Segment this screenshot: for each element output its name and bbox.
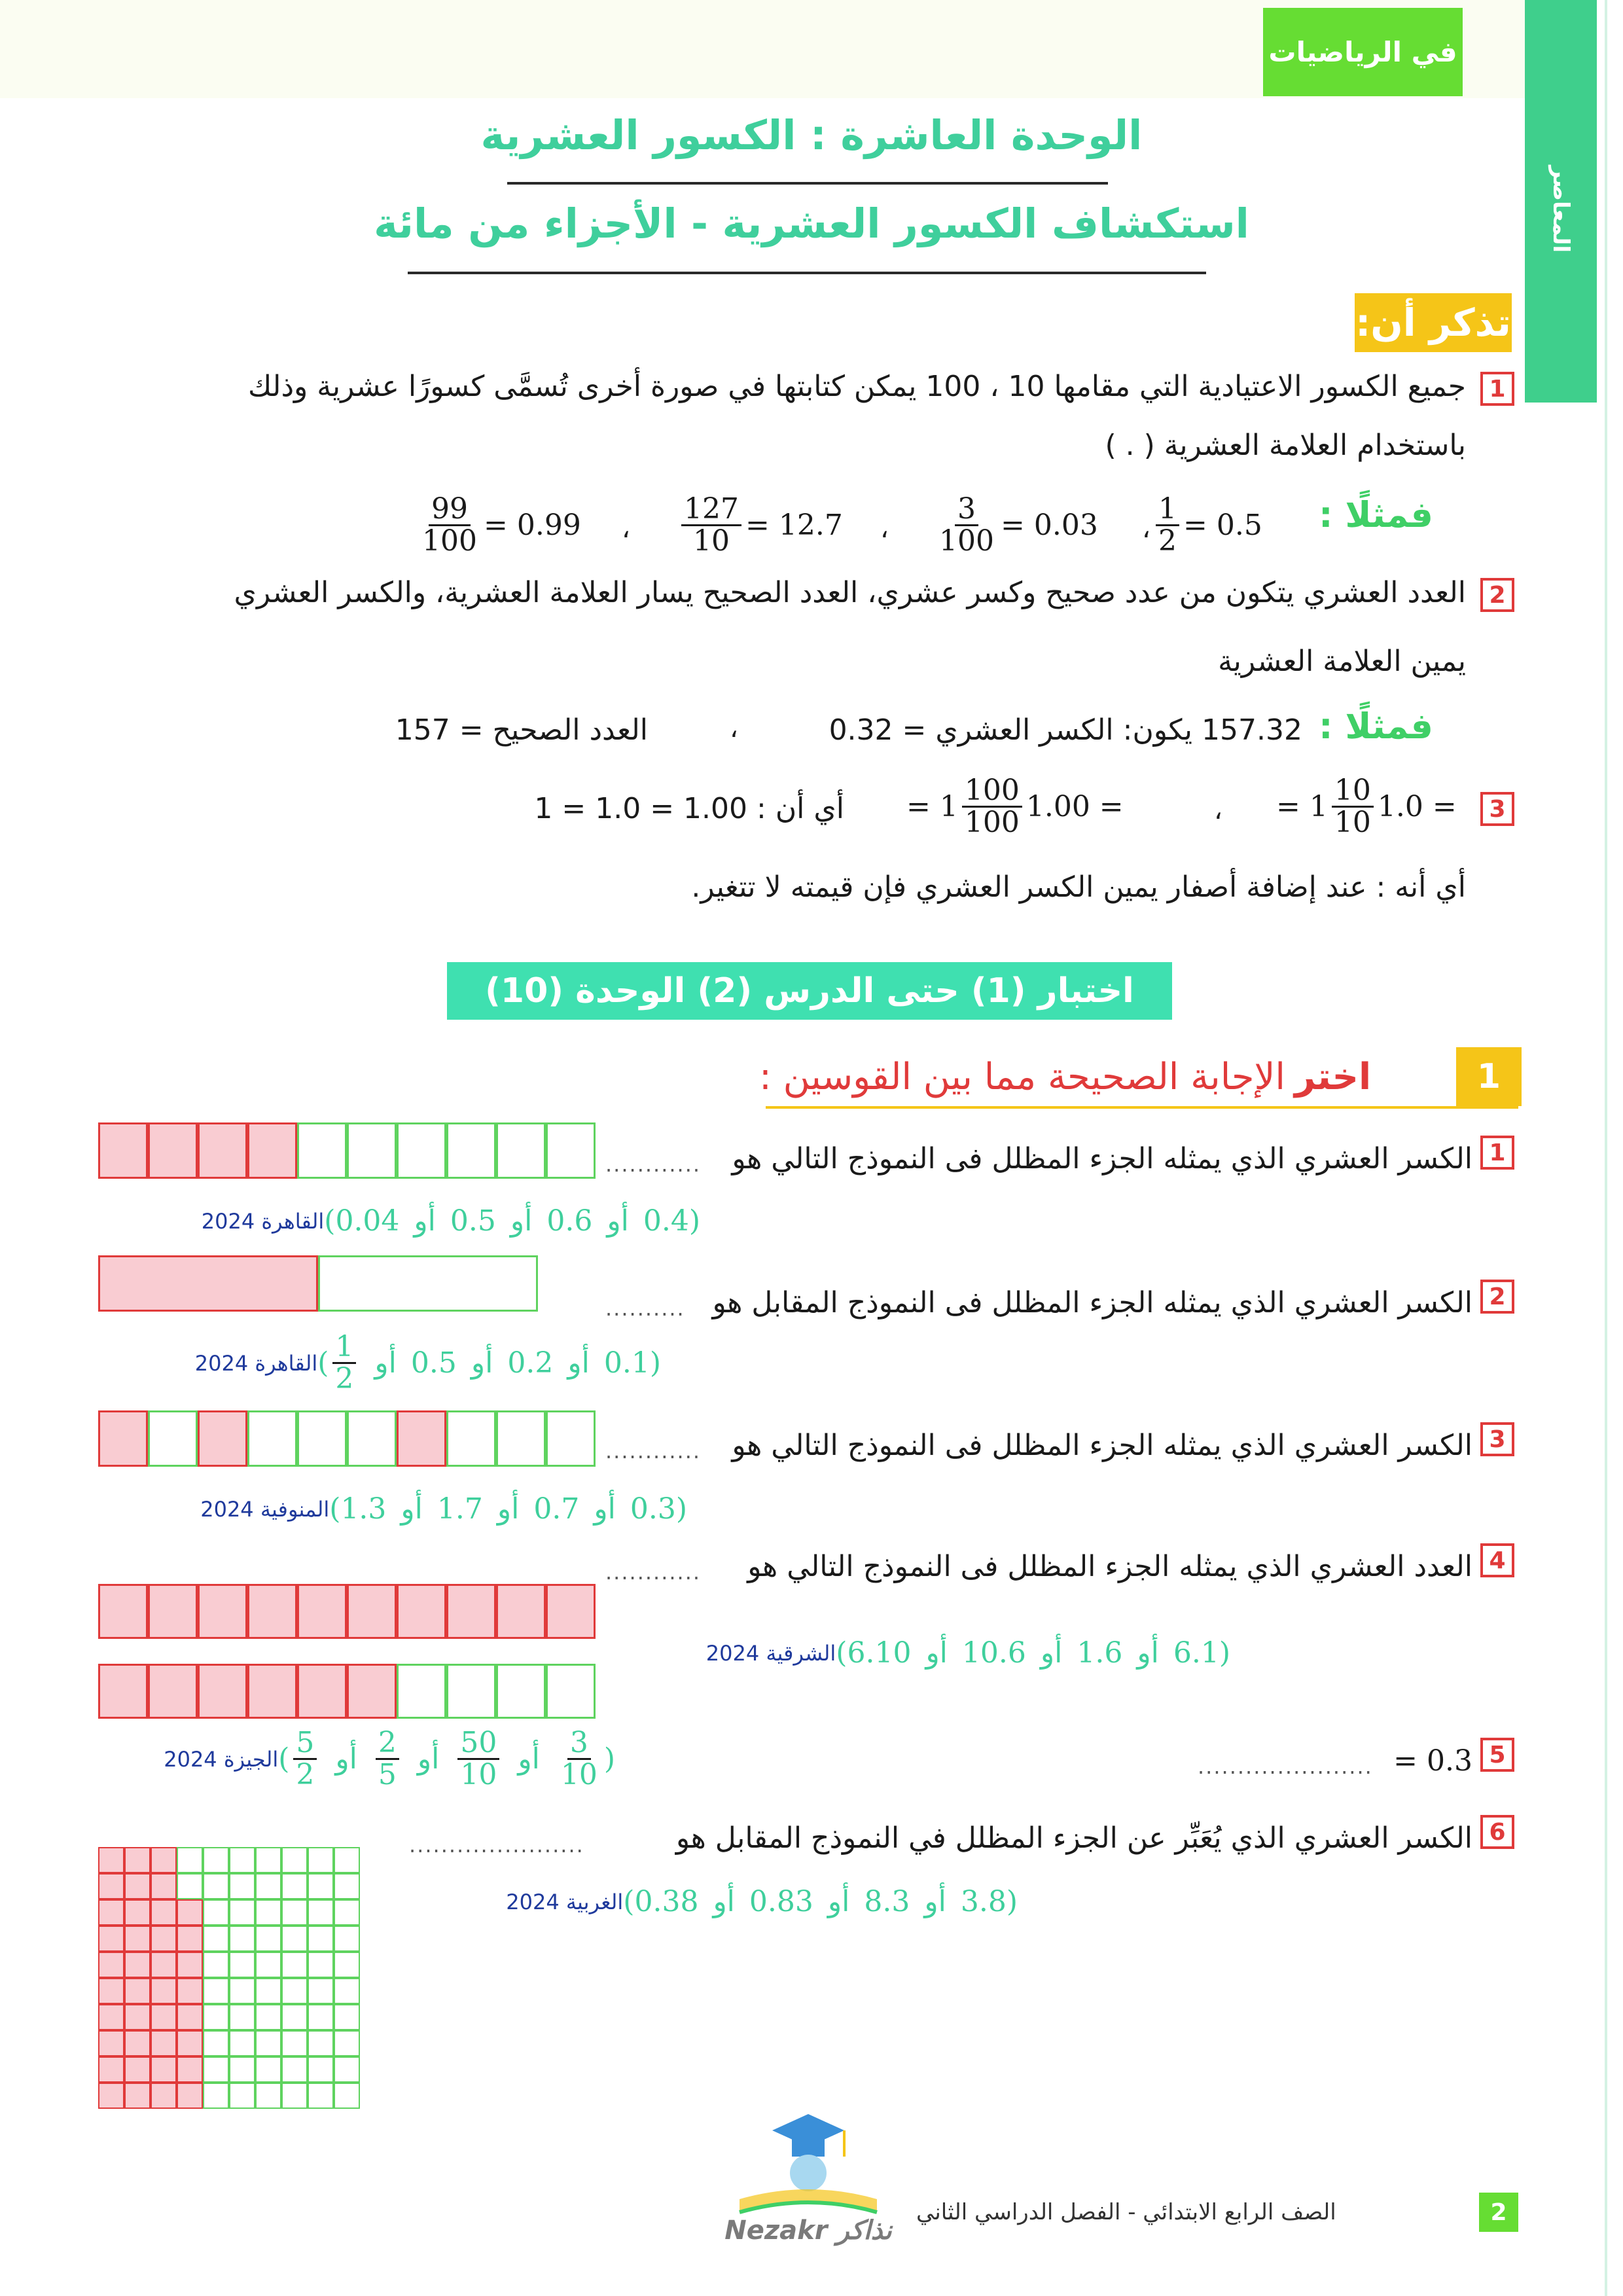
grid-cell — [151, 1899, 177, 1926]
model-cell — [198, 1664, 247, 1719]
model-cell — [546, 1122, 596, 1179]
question-text: = 0.3 — [1393, 1744, 1472, 1778]
source-label: المنوفية 2024 — [200, 1496, 330, 1522]
grid-cell — [334, 1952, 360, 1978]
equation: أي أن : 1.00 = 1.0 = 1 — [534, 792, 844, 825]
choice[interactable]: 10.6 — [961, 1636, 1026, 1670]
model-cell — [98, 1584, 148, 1639]
grid-cell — [308, 1952, 334, 1978]
model-cell — [347, 1584, 397, 1639]
bar-model — [98, 1122, 596, 1179]
model-cell — [297, 1584, 347, 1639]
question-text: العدد العشري الذي يمثله الجزء المظلل فى النموذج التالي هو — [747, 1550, 1472, 1583]
denominator: 10 — [1334, 806, 1371, 840]
choice[interactable]: $\frac{1}{2}$ — [332, 1332, 356, 1394]
grid-cell — [98, 1952, 124, 1978]
grid-cell — [308, 2083, 334, 2109]
decimal-value: = 12.7 — [745, 509, 843, 543]
quiz-title: اختبار (1) حتى الدرس (2) الوحدة (10) — [447, 962, 1172, 1020]
choice[interactable]: 0.38 — [634, 1885, 699, 1918]
grid-cell — [151, 1926, 177, 1952]
model-cell — [198, 1584, 247, 1639]
bar-model — [98, 1410, 596, 1467]
grid-cell — [203, 2083, 229, 2109]
model-cell — [98, 1664, 148, 1719]
eq-part: = 1 — [906, 790, 958, 824]
grid-cell — [124, 1847, 151, 1873]
choice[interactable]: $\frac{5}{2}$ — [293, 1728, 317, 1790]
source-label: الغربية 2024 — [506, 1889, 624, 1914]
rule-number: 2 — [1480, 578, 1514, 612]
grid-cell — [203, 1873, 229, 1899]
grid-cell — [334, 1873, 360, 1899]
rule-text: يمين العلامة العشرية — [1218, 645, 1466, 678]
model-cell — [347, 1664, 397, 1719]
denominator: 10 — [692, 524, 730, 558]
section-rest: الإجابة الصحيحة مما بين القوسين : — [759, 1055, 1285, 1098]
model-cell — [148, 1664, 198, 1719]
grid-cell — [334, 1978, 360, 2004]
rule-text: جميع الكسور الاعتيادية التي مقامها 10 ، 100 يمكن كتابتها في صورة أخرى تُسمَّى كسورًا عشرية وذلك — [247, 370, 1466, 403]
model-cell — [496, 1584, 546, 1639]
choice[interactable]: 3.8 — [960, 1885, 1007, 1918]
question-text: الكسر العشري الذي يُعَبِّر عن الجزء المظلل في النموذج المقابل هو — [675, 1821, 1472, 1855]
model-cell — [496, 1664, 546, 1719]
grid-cell — [229, 1847, 255, 1873]
model-cell — [446, 1122, 496, 1179]
decimal-value: = 0.5 — [1183, 509, 1262, 543]
model-cell — [297, 1122, 347, 1179]
grid-cell — [308, 1847, 334, 1873]
grid-cell — [229, 1873, 255, 1899]
model-cell — [546, 1664, 596, 1719]
grid-model — [98, 1847, 360, 2109]
model-cell — [318, 1255, 538, 1312]
lesson-title-underline — [408, 272, 1206, 274]
numerator: 99 — [429, 494, 471, 526]
grid-cell — [177, 2083, 203, 2109]
grid-cell — [229, 2056, 255, 2083]
model-cell — [98, 1410, 148, 1467]
grid-cell — [255, 1952, 281, 1978]
answer-blank[interactable]: .......... — [605, 1296, 685, 1321]
grid-cell — [255, 1873, 281, 1899]
grid-cell — [334, 2030, 360, 2056]
grid-cell — [203, 2030, 229, 2056]
question-number: 5 — [1480, 1738, 1514, 1772]
numerator: 3 — [955, 494, 978, 526]
grid-cell — [334, 1899, 360, 1926]
grid-cell — [177, 1952, 203, 1978]
unit-title: الوحدة العاشرة : الكسور العشرية — [480, 111, 1143, 159]
question-number: 3 — [1480, 1422, 1514, 1456]
question-text: الكسر العشري الذي يمثله الجزء المظلل فى النموذج التالي هو — [732, 1142, 1472, 1175]
rule-note: أي أنه : عند إضافة أصفار يمين الكسر العشري فإن قيمته لا تتغير. — [691, 870, 1466, 904]
grid-cell — [203, 1847, 229, 1873]
grid-cell — [203, 1978, 229, 2004]
grid-cell — [98, 1847, 124, 1873]
choice[interactable]: $\frac{3}{10}$ — [560, 1726, 597, 1792]
grid-cell — [281, 2083, 308, 2109]
grid-cell — [255, 2004, 281, 2030]
model-cell — [347, 1410, 397, 1467]
question-number: 2 — [1480, 1280, 1514, 1314]
model-cell — [98, 1122, 148, 1179]
source-label: الجيزة 2024 — [164, 1746, 279, 1772]
grid-cell — [334, 2083, 360, 2109]
choice[interactable]: 0.04 — [335, 1204, 400, 1238]
grid-cell — [308, 1926, 334, 1952]
grid-cell — [229, 2083, 255, 2109]
section-instruction — [759, 1047, 1453, 1106]
grid-cell — [177, 1873, 203, 1899]
grid-cell — [124, 1978, 151, 2004]
grid-cell — [334, 2056, 360, 2083]
answer-blank[interactable]: ............ — [605, 1152, 702, 1177]
choice[interactable]: $\frac{2}{5}$ — [376, 1728, 399, 1790]
model-cell — [347, 1122, 397, 1179]
question-number: 4 — [1480, 1543, 1514, 1577]
grid-cell — [308, 2056, 334, 2083]
grid-cell — [229, 2004, 255, 2030]
question-text: الكسر العشري الذي يمثله الجزء المظلل فى النموذج المقابل هو — [712, 1286, 1472, 1319]
question-number: 1 — [1480, 1136, 1514, 1170]
model-cell — [148, 1584, 198, 1639]
denominator: 100 — [422, 524, 477, 558]
choice[interactable]: 0.5 — [450, 1204, 496, 1238]
model-cell — [247, 1410, 297, 1467]
grid-cell — [229, 1926, 255, 1952]
grid-cell — [229, 1952, 255, 1978]
model-cell — [148, 1410, 198, 1467]
grid-cell — [281, 2004, 308, 2030]
model-cell — [397, 1664, 446, 1719]
model-row — [98, 1664, 596, 1719]
grid-cell — [124, 2083, 151, 2109]
grid-cell — [255, 1899, 281, 1926]
model-cell — [247, 1584, 297, 1639]
fraction-example — [416, 494, 581, 556]
grid-cell — [98, 2056, 124, 2083]
grid-cell — [177, 1978, 203, 2004]
section-underline — [766, 1106, 1518, 1109]
answer-blank[interactable]: ...................... — [1198, 1754, 1373, 1779]
answer-choices: ( $\frac{3}{10}$ أو $\frac{50}{10}$ أو $\frac{2}{5}$ أو $\frac{5}{2}$ ) الجيزة 2024 — [164, 1726, 615, 1792]
grid-cell — [281, 1899, 308, 1926]
rule-number: 3 — [1480, 792, 1514, 826]
example-label: فمثلًا : — [1319, 494, 1433, 535]
rule-number: 1 — [1480, 372, 1514, 406]
grid-cell — [177, 2030, 203, 2056]
model-cell — [446, 1664, 496, 1719]
model-cell — [446, 1410, 496, 1467]
unit-title-underline — [507, 182, 1108, 185]
model-cell — [496, 1122, 546, 1179]
numerator: 100 — [962, 776, 1022, 808]
grid-cell — [124, 1926, 151, 1952]
lesson-title: استكشاف الكسور العشرية - الأجزاء من مائة — [374, 200, 1249, 247]
grid-cell — [308, 2004, 334, 2030]
denominator: 100 — [939, 524, 994, 558]
choice[interactable]: 0.1 — [603, 1346, 650, 1380]
grid-cell — [308, 1978, 334, 2004]
choice[interactable]: 0.2 — [507, 1346, 554, 1380]
grid-cell — [151, 2030, 177, 2056]
fraction-example — [677, 494, 843, 556]
model-cell — [446, 1584, 496, 1639]
choice[interactable]: 1.3 — [340, 1492, 387, 1526]
numerator: 10 — [1332, 776, 1374, 808]
side-strip-label: المعاصر — [1548, 166, 1574, 253]
choice[interactable]: 0.4 — [643, 1204, 689, 1238]
grid-cell — [124, 1873, 151, 1899]
section-number: 1 — [1456, 1047, 1522, 1106]
grid-cell — [98, 1899, 124, 1926]
choice[interactable]: $\frac{50}{10}$ — [457, 1728, 499, 1790]
answer-blank[interactable]: ...................... — [409, 1833, 584, 1857]
model-cell — [247, 1664, 297, 1719]
grid-cell — [308, 1899, 334, 1926]
logo-text: Nezakr نذاكر — [724, 2215, 892, 2246]
decimal-value: = 0.03 — [1000, 509, 1098, 543]
equation — [1276, 776, 1457, 838]
grid-cell — [334, 1926, 360, 1952]
answer-blank[interactable]: ............ — [605, 1439, 702, 1463]
answer-choices: ( 0.3 أو 0.7 أو 1.7 أو 1.3 ) المنوفية 2024 — [200, 1492, 687, 1526]
eq-part: = 1 — [1276, 790, 1328, 824]
grid-cell — [98, 2083, 124, 2109]
example-label: فمثلًا : — [1319, 706, 1433, 747]
fraction-example — [933, 494, 1098, 556]
example-text: 157.32 يكون: الكسر العشري = 0.32 — [829, 713, 1302, 747]
denominator: 100 — [964, 806, 1020, 840]
grid-cell — [334, 1847, 360, 1873]
model-cell — [198, 1122, 247, 1179]
grid-cell — [98, 2030, 124, 2056]
grid-cell — [98, 1873, 124, 1899]
footer-grade-label: الصف الرابع الابتدائي - الفصل الدراسي الثاني — [916, 2199, 1336, 2225]
model-row — [98, 1584, 596, 1639]
model-cell — [546, 1584, 596, 1639]
question-text: الكسر العشري الذي يمثله الجزء المظلل فى النموذج التالي هو — [732, 1429, 1472, 1462]
grid-cell — [203, 2004, 229, 2030]
grid-cell — [229, 2030, 255, 2056]
grid-cell — [151, 1847, 177, 1873]
source-label: القاهرة 2024 — [201, 1208, 325, 1234]
example-text: العدد الصحيح = 157 — [395, 713, 648, 747]
grid-cell — [229, 1899, 255, 1926]
model-cell — [297, 1410, 347, 1467]
remember-badge: تذكر أن: — [1355, 293, 1512, 352]
grid-cell — [255, 2056, 281, 2083]
grid-cell — [98, 1978, 124, 2004]
grid-cell — [308, 1873, 334, 1899]
choice[interactable]: 0.5 — [410, 1346, 457, 1380]
grid-cell — [229, 1978, 255, 2004]
model-cell — [397, 1410, 446, 1467]
grid-cell — [203, 2056, 229, 2083]
grid-cell — [151, 2056, 177, 2083]
denominator: 2 — [1158, 524, 1177, 558]
grid-cell — [98, 2004, 124, 2030]
model-cell — [247, 1122, 297, 1179]
grid-cell — [281, 1873, 308, 1899]
answer-choices: ( 0.1 أو 0.2 أو 0.5 أو $\frac{1}{2}$ ) القاهرة 2024 — [194, 1330, 661, 1396]
model-cell — [198, 1410, 247, 1467]
side-divider — [1605, 0, 1607, 2296]
grid-cell — [124, 2056, 151, 2083]
model-cell — [98, 1255, 318, 1312]
question-number: 6 — [1480, 1815, 1514, 1849]
model-cell — [546, 1410, 596, 1467]
choice[interactable]: 0.6 — [546, 1204, 593, 1238]
subject-badge: في الرياضيات — [1263, 8, 1463, 96]
choice[interactable]: 0.83 — [749, 1885, 813, 1918]
rule-text: باستخدام العلامة العشرية ( . ) — [1105, 429, 1466, 462]
rule-text: العدد العشري يتكون من عدد صحيح وكسر عشري، العدد الصحيح يسار العلامة العشرية، والكسر العشري — [234, 576, 1466, 609]
eq-part: 1.0 = — [1377, 790, 1457, 824]
grid-cell — [203, 1899, 229, 1926]
page-number: 2 — [1479, 2193, 1518, 2232]
numerator: 1 — [1156, 494, 1179, 526]
grid-cell — [281, 1978, 308, 2004]
grid-cell — [281, 1952, 308, 1978]
decimal-value: = 0.99 — [483, 509, 581, 543]
grid-cell — [255, 2030, 281, 2056]
grid-cell — [177, 1926, 203, 1952]
equation — [906, 776, 1124, 838]
grid-cell — [124, 2004, 151, 2030]
answer-blank[interactable]: ............ — [605, 1560, 702, 1585]
bar-model — [98, 1255, 538, 1312]
model-cell — [397, 1584, 446, 1639]
fraction-example — [1152, 494, 1262, 556]
grid-cell — [98, 1926, 124, 1952]
grid-cell — [255, 2083, 281, 2109]
choice[interactable]: 8.3 — [864, 1885, 910, 1918]
grid-cell — [281, 1847, 308, 1873]
answer-choices: ( 6.1 أو 1.6 أو 10.6 أو 6.10 ) الشرقية 2024 — [705, 1636, 1230, 1670]
grid-cell — [124, 2030, 151, 2056]
grid-cell — [203, 1952, 229, 1978]
grid-cell — [255, 1926, 281, 1952]
choice[interactable]: 0.7 — [533, 1492, 580, 1526]
grid-cell — [124, 1899, 151, 1926]
grid-cell — [255, 1847, 281, 1873]
choice[interactable]: 1.7 — [437, 1492, 483, 1526]
grid-cell — [334, 2004, 360, 2030]
grid-cell — [177, 1899, 203, 1926]
model-cell — [297, 1664, 347, 1719]
grid-cell — [308, 2030, 334, 2056]
grid-cell — [151, 1873, 177, 1899]
grid-cell — [151, 1978, 177, 2004]
answer-choices: ( 3.8 أو 8.3 أو 0.83 أو 0.38 ) الغربية 2024 — [506, 1885, 1018, 1918]
eq-part: 1.00 = — [1026, 790, 1124, 824]
grid-cell — [177, 2004, 203, 2030]
model-cell — [397, 1122, 446, 1179]
grid-cell — [177, 1847, 203, 1873]
choice[interactable]: 0.3 — [630, 1492, 676, 1526]
source-label: القاهرة 2024 — [194, 1350, 318, 1376]
choice[interactable]: 6.1 — [1173, 1636, 1219, 1670]
grid-cell — [255, 1978, 281, 2004]
answer-choices: ( 0.4 أو 0.6 أو 0.5 أو 0.04 ) القاهرة 2024 — [201, 1204, 700, 1238]
model-cell — [496, 1410, 546, 1467]
grid-cell — [124, 1952, 151, 1978]
grid-cell — [203, 1926, 229, 1952]
grid-cell — [177, 2056, 203, 2083]
grid-cell — [281, 2030, 308, 2056]
grid-cell — [151, 1952, 177, 1978]
source-label: الشرقية 2024 — [705, 1640, 836, 1666]
numerator: 127 — [681, 494, 741, 526]
section-bold: اختر — [1294, 1055, 1372, 1098]
grid-cell — [281, 1926, 308, 1952]
choice[interactable]: 6.10 — [847, 1636, 912, 1670]
choice[interactable]: 1.6 — [1077, 1636, 1123, 1670]
grid-cell — [281, 2056, 308, 2083]
model-cell — [148, 1122, 198, 1179]
grid-cell — [151, 2004, 177, 2030]
bar-model — [98, 1584, 596, 1744]
grid-cell — [151, 2083, 177, 2109]
